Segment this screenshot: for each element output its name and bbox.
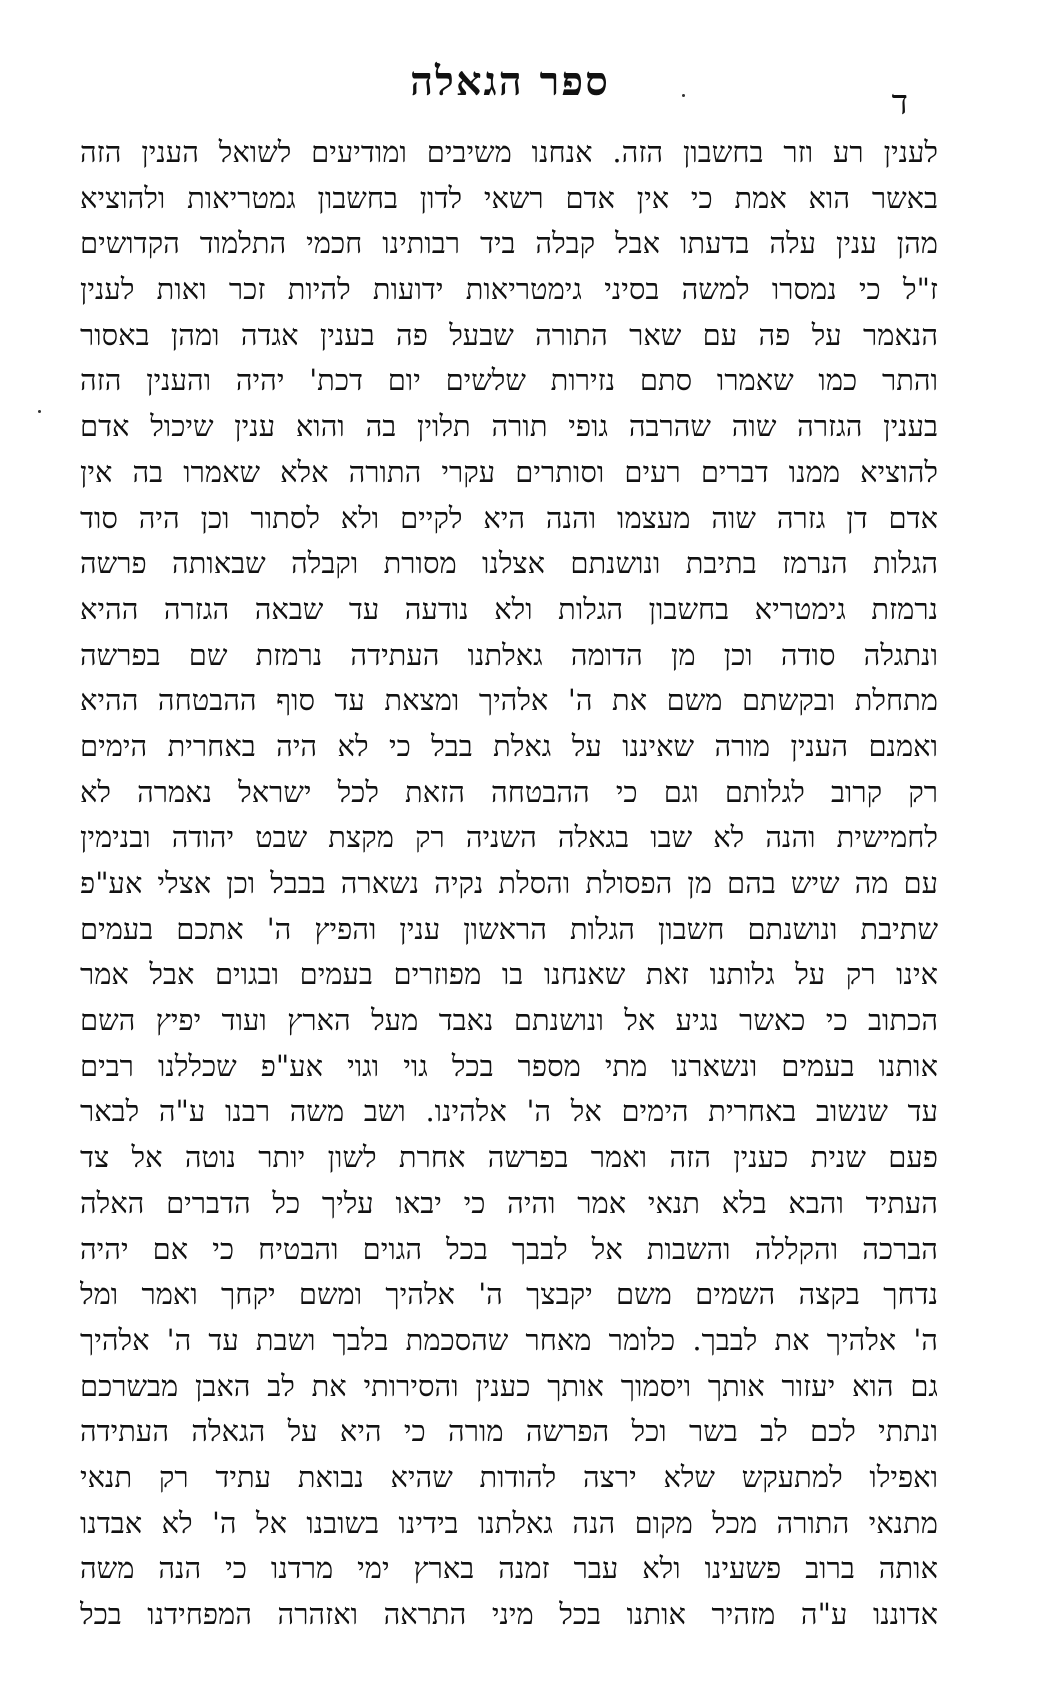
text-line: בענין הגזרה שוה שהרבה גופי תורה תלוין בה והוא ענין שיכול אדם	[80, 409, 938, 444]
text-line: הנאמר על פה עם שאר התורה שבעל פה בענין אגדה ומהן באסור	[80, 317, 938, 352]
page-header	[80, 58, 940, 123]
text-line: הברכה והקללה והשבות אל לבבך בכל הגוים והבטיח כי אם יהיה	[80, 1231, 938, 1266]
text-line: אדוננו ע"ה מזהיר אותנו בכל מיני התראה ואזהרה המפחידנו בכל	[80, 1597, 938, 1631]
running-title: ספר הגאלה	[410, 58, 610, 105]
text-line: פעם שנית כענין הזה ואמר בפרשה אחרת לשון יותר נוטה אל צד	[80, 1140, 938, 1175]
text-line: שתיבת ונושנתם חשבון הגלות הראשון ענין והפיץ ה' אתכם בעמים	[80, 911, 938, 946]
text-line: גם הוא יעזור אותך ויסמוך אותך כענין והסירותי את לב האבן מבשרכם	[80, 1368, 938, 1403]
ink-speck	[38, 410, 41, 413]
text-line: לענין רע וזר בחשבון הזה. אנחנו משיבים ומודיעים לשואל הענין הזה	[80, 135, 938, 169]
text-line: ואמנם הענין מורה שאיננו על גאלת בבל כי לא היה באחרית הימים	[80, 728, 938, 763]
text-line: אותה ברוב פשעינו ולא עבר זמנה בארץ ימי מרדנו כי הנה משה	[80, 1551, 938, 1586]
text-line: ונתגלה סודה וכן מן הדומה גאלתנו העתידה נרמזת שם בפרשה	[80, 637, 938, 672]
text-line: נדחך בקצה השמים משם יקבצך ה' אלהיך ומשם יקחך ואמר ומל	[80, 1277, 938, 1312]
text-line: עד שנשוב באחרית הימים אל ה' אלהינו. ושב משה רבנו ע"ה לבאר	[80, 1094, 938, 1129]
text-line: הגלות הנרמז בתיבת ונושנתם אצלנו מסורת וקבלה שבאותה פרשה	[80, 546, 938, 581]
text-line: העתיד והבא בלא תנאי אמר והיה כי יבאו עליך כל הדברים האלה	[80, 1185, 938, 1220]
text-line: רק קרוב לגלותם וגם כי ההבטחה הזאת לכל ישראל נאמרה לא	[80, 774, 938, 809]
text-line: הכתוב כי כאשר נגיע אל ונושנתם נאבד מעל הארץ ועוד יפיץ השם	[80, 1003, 938, 1038]
text-line: אותנו בעמים ונשארנו מתי מספר בכל גוי וגוי אע"פ שכללנו רבים	[80, 1048, 938, 1083]
text-line: ה' אלהיך את לבבך. כלומר מאחר שהסכמת בלבך ושבת עד ה' אלהיך	[80, 1322, 938, 1357]
text-line: ז"ל כי נמסרו למשה בסיני גימטריאות ידועות להיות זכר ואות לענין	[80, 272, 938, 307]
text-line: לחמישית והנה לא שבו בגאלה השניה רק מקצת שבט יהודה ובנימין	[80, 820, 938, 855]
text-line: עם מה שיש בהם מן הפסולת והסלת נקיה נשארה בבבל וכן אצלי אע"פ	[80, 866, 938, 900]
text-line: להוציא ממנו דברים רעים וסותרים עקרי התורה אלא שאמרו בה אין	[80, 454, 938, 489]
text-line: באשר הוא אמת כי אין אדם רשאי לדון בחשבון גמטריאות ולהוציא	[80, 180, 938, 215]
text-line: ואפילו למתעקש שלא ירצה להודות שהיא נבואת עתיד רק תנאי	[80, 1459, 938, 1494]
text-line: והתר כמו שאמרו סתם נזירות שלשים יום דכת' יהיה והענין הזה	[80, 363, 938, 398]
text-line: אינו רק על גלותנו זאת שאנחנו בו מפוזרים בעמים ובגוים אבל אמר	[80, 957, 938, 992]
text-line: נרמזת גימטריא בחשבון הגלות ולא נודעה עד שבאה הגזרה ההיא	[80, 591, 938, 626]
ink-speck	[682, 94, 685, 97]
text-line: מתחלת ובקשתם משם את ה' אלהיך ומצאת עד סוף ההבטחה ההיא	[80, 683, 938, 718]
text-line: מהן ענין עלה בדעתו אבל קבלה ביד רבותינו חכמי התלמוד הקדושים	[80, 226, 938, 261]
text-line: אדם דן גזרה שוה מעצמו והנה היא לקיים ולא לסתור וכן היה סוד	[80, 500, 938, 535]
page-number: ד	[891, 83, 908, 123]
body-text	[80, 130, 938, 1638]
text-line: ונתתי לכם לב בשר וכל הפרשה מורה כי היא על הגאלה העתידה	[80, 1414, 938, 1449]
text-line: מתנאי התורה מכל מקום הנה גאלתנו בידינו בשובנו אל ה' לא אבדנו	[80, 1505, 938, 1540]
